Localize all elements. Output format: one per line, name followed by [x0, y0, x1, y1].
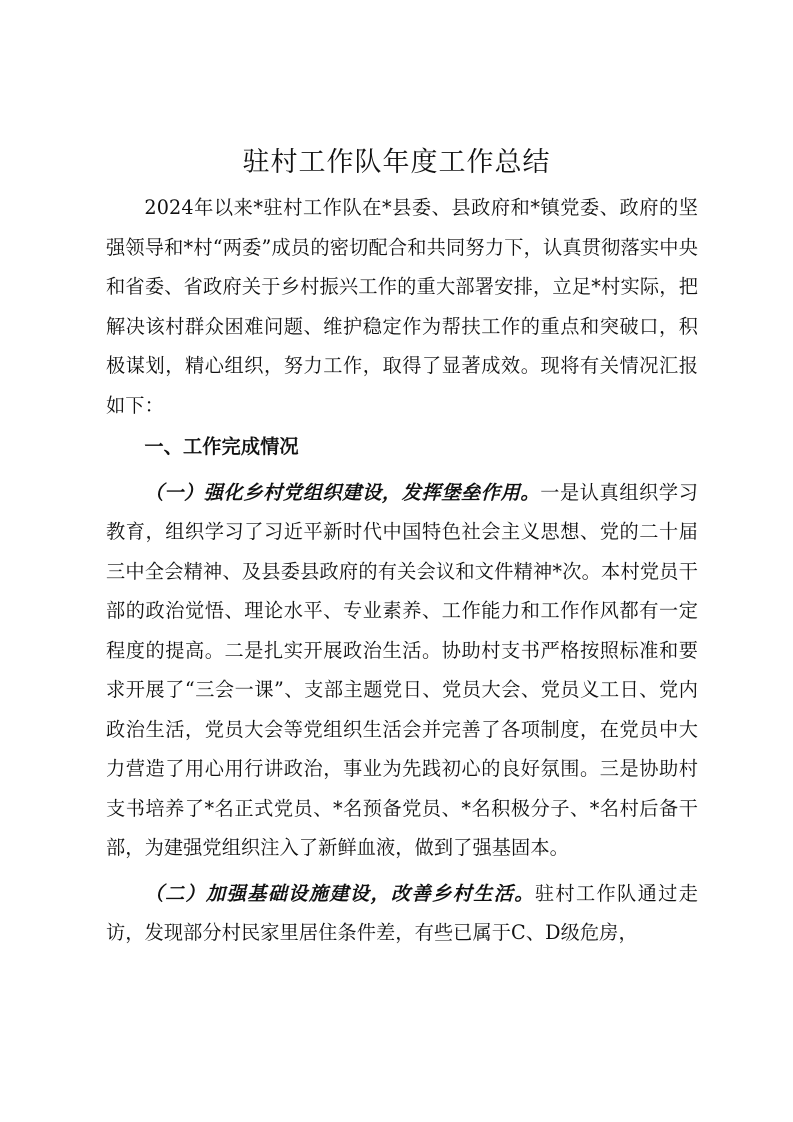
item-1-paragraph — [106, 473, 698, 868]
item-2-body: 驻村工作队通过走访，发现部分村民家里居住条件差，有些已属于C、D级危房， — [106, 881, 698, 944]
document-body — [106, 188, 698, 953]
item-1-body: 一是认真组织学习教育，组织学习了习近平新时代中国特色社会主义思想、党的二十届三中全会精神、及县委县政府的有关会议和文件精神*次。本村党员干部的政治觉悟、理论水平、专业素养、工作能力和工作作风都有一定程度的提高。二是扎实开展政治生活。协助村支书严格按照标准和要求开展了“三会一课”、支部主题党日、党员大会、党员义工日、党内政治生活，党员大会等党组织生活会并完善了各项制度，在党员中大力营造了用心用行讲政治，事业为先践初心的良好氛围。三是协助村支书培养了*名正式党员、*名预备党员、*名积极分子、*名村后备干部，为建强党组织注入了新鲜血液，做到了强基固本。 — [106, 480, 698, 859]
intro-paragraph: 2024年以来*驻村工作队在*县委、县政府和*镇党委、政府的坚强领导和*村“两委”成员的密切配合和共同努力下，认真贯彻落实中央和省委、省政府关于乡村振兴工作的重大部署安排，立足*村实际，把解决该村群众困难问题、维护稳定作为帮扶工作的重点和突破口，积极谋划，精心组织，努力工作，取得了显著成效。现将有关情况汇报如下： — [106, 196, 698, 417]
item-2-paragraph — [106, 874, 698, 953]
section-heading-work-completion: 一、工作完成情况 — [144, 435, 299, 458]
item-1-lead: （一）强化乡村党组织建设，发挥堡垒作用。 — [144, 480, 541, 504]
item-2-lead: （二）加强基础设施建设，改善乡村生活。 — [144, 881, 535, 905]
document-title: 驻村工作队年度工作总结 — [242, 147, 551, 178]
